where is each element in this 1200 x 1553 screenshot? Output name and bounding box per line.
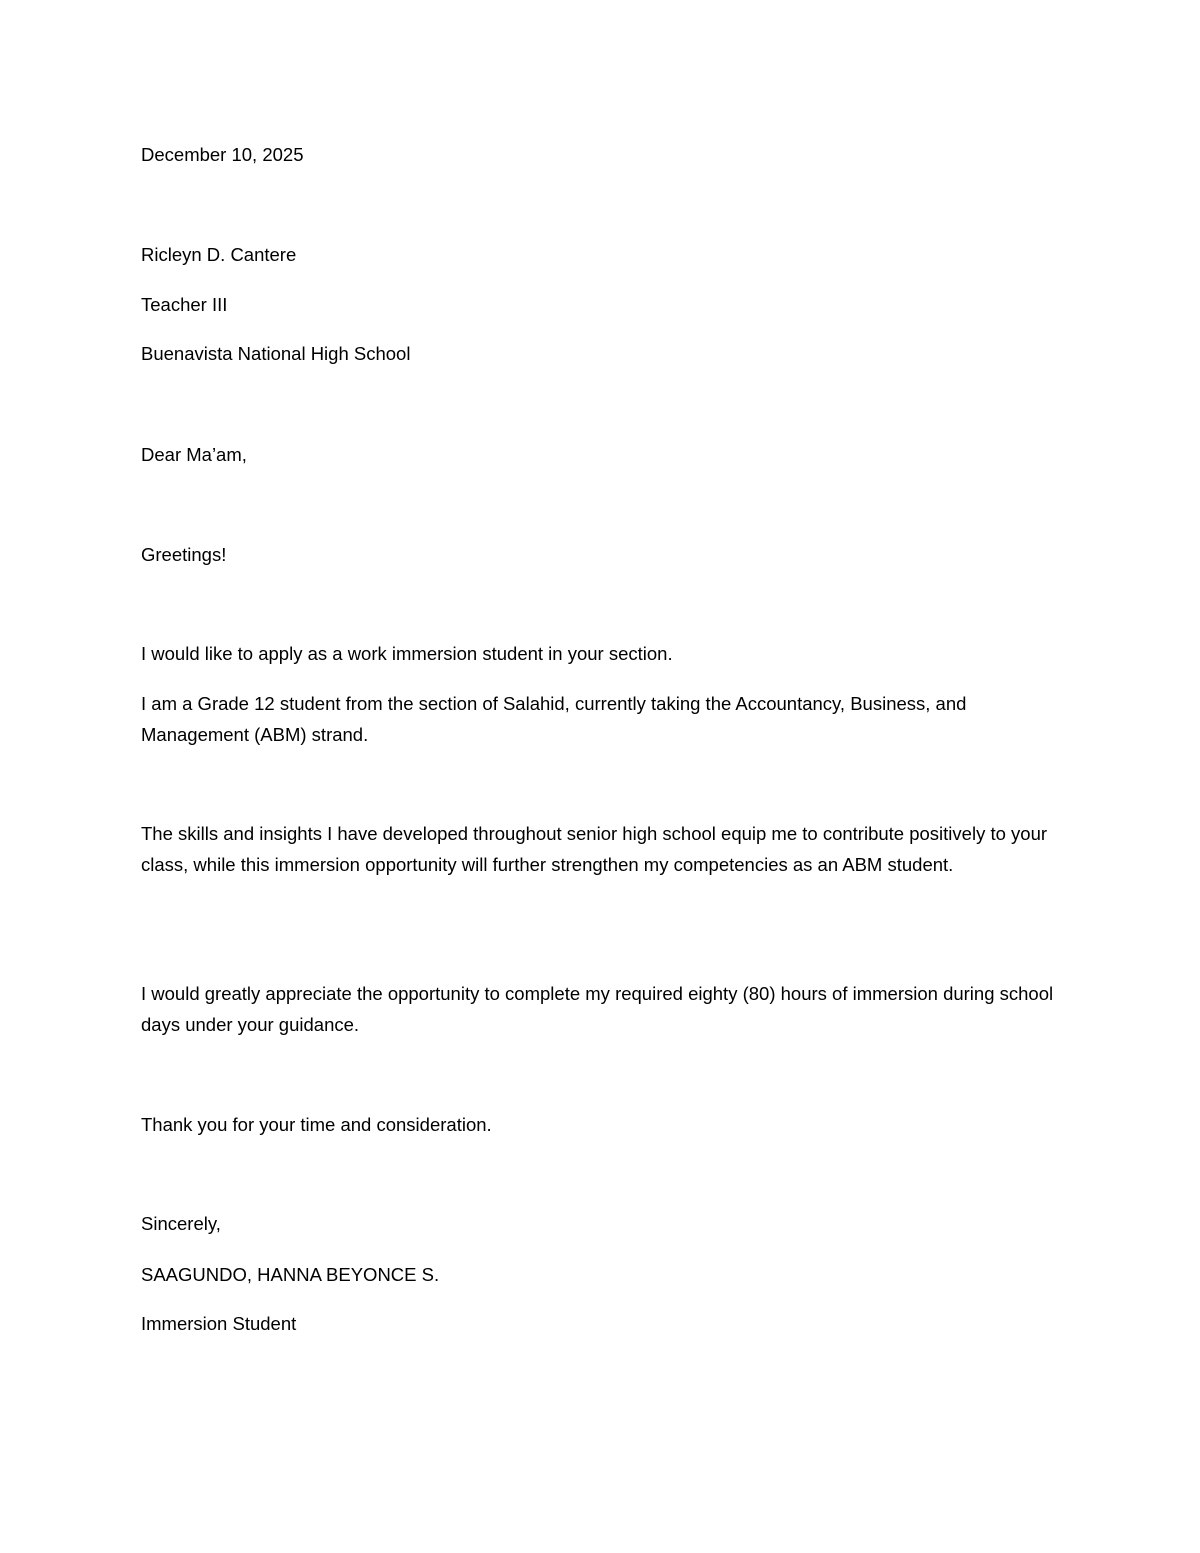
sender-name: SAAGUNDO, HANNA BEYONCE S. xyxy=(141,1264,440,1285)
body-paragraph-3: The skills and insights I have developed throughout senior high school equip me to contribute positively to your class, while this immersion opportunity will further strengthen my competencies as an ABM student. xyxy=(141,823,1048,875)
body-paragraph-1: I would like to apply as a work immersion student in your section. xyxy=(141,643,673,664)
recipient-position: Teacher III xyxy=(141,294,228,315)
sender-title: Immersion Student xyxy=(141,1313,297,1334)
body-paragraph-4: I would greatly appreciate the opportunity to complete my required eighty (80) hours of immersion during school days under your guidance. xyxy=(141,983,1054,1035)
salutation: Dear Ma’am, xyxy=(141,444,247,465)
recipient-name: Ricleyn D. Cantere xyxy=(141,244,297,265)
recipient-school: Buenavista National High School xyxy=(141,343,411,364)
closing: Sincerely, xyxy=(141,1213,221,1234)
letter-date: December 10, 2025 xyxy=(141,144,304,165)
body-paragraph-2: I am a Grade 12 student from the section of Salahid, currently taking the Accountancy, Business, and Management (ABM) strand. xyxy=(141,693,967,745)
body-paragraph-5: Thank you for your time and consideration. xyxy=(141,1114,492,1135)
greeting: Greetings! xyxy=(141,544,227,565)
